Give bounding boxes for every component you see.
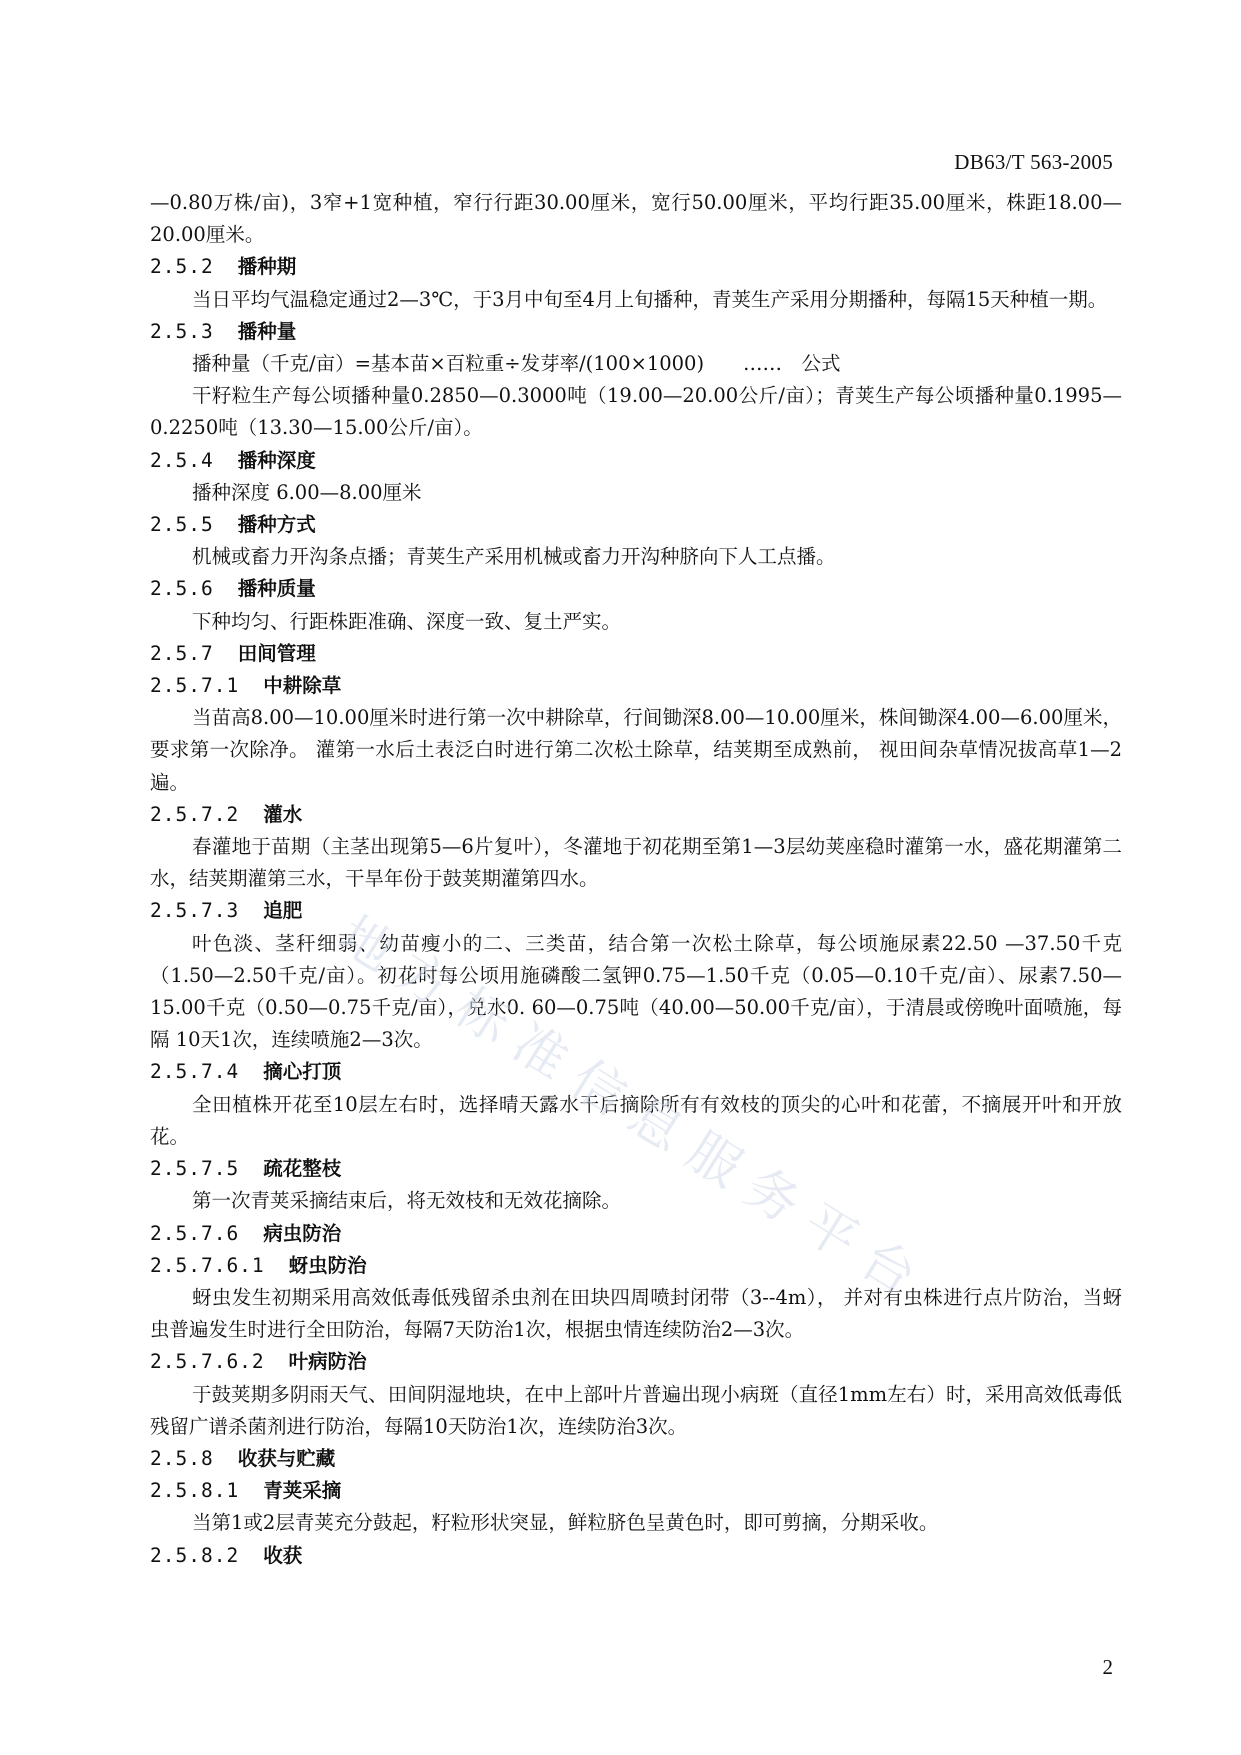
watermark-char: 息: [618, 1085, 695, 1164]
section-number: 2.5.7.4: [150, 1060, 240, 1084]
section-title: 收获与贮藏: [237, 1446, 336, 1470]
section-number: 2.5.8.1: [150, 1479, 240, 1503]
watermark-char: 信: [560, 1049, 637, 1128]
section-number: 2.5.7.6.1: [150, 1253, 265, 1277]
paragraph: 当日平均气温稳定通过2—3℃，于3月中旬至4月上旬播种，青荚生产采用分期播种，每隔15天种植一期。: [192, 287, 1108, 311]
paragraph: 下种均匀、行距株距准确、深度一致、复土严实。: [192, 609, 622, 633]
document-body: [150, 187, 1122, 1572]
paragraph: 叶色淡、茎秆细弱、幼苗瘦小的二、三类苗，结合第一次松土除草，每公顷施尿素22.50 —37.50千克（1.50—2.50千克/亩）。初花时每公顷用施磷酸二氢钾0.75—1.50千克（0.05—0.10千克/亩）、尿素7.50—15.00千克（0.50—0.75千克/亩），兑水0. 60—0.75吨（40.00—50.00千克/亩），于清晨或傍晚叶面喷施，每隔 10天1次，连续喷施2—3次。: [150, 931, 1122, 1052]
paragraph: 当第1或2层青荚充分鼓起，籽粒形状突显，鲜粒脐色呈黄色时，即可剪摘，分期采收。: [192, 1511, 939, 1535]
section-title: 收获: [263, 1543, 303, 1567]
section-heading: [150, 1443, 1122, 1475]
section-number: 2.5.3: [150, 319, 214, 343]
paragraph: 机械或畜力开沟条点播；青荚生产采用机械或畜力开沟种脐向下人工点播。: [192, 545, 836, 569]
section-heading: [150, 573, 1122, 605]
section-heading: [150, 1540, 1122, 1572]
section-number: 2.5.8.2: [150, 1543, 240, 1567]
section-number: 2.5.7.1: [150, 674, 240, 698]
section-heading: [150, 509, 1122, 541]
paragraph: 于鼓荚期多阴雨天气、田间阴湿地块，在中上部叶片普遍出现小病斑（直径1mm左右）时，采用高效低毒低残留广谱杀菌剂进行防治，每隔10天防治1次，连续防治3次。: [150, 1382, 1122, 1438]
section-title: 病虫防治: [263, 1221, 342, 1245]
watermark-char: 务: [734, 1157, 811, 1236]
paragraph: 春灌地于苗期（主茎出现第5—6片复叶），冬灌地于初花期至第1—3层幼荚座稳时灌第一水，盛花期灌第二水，结荚期灌第三水，干旱年份于鼓荚期灌第四水。: [150, 835, 1122, 891]
standard-code: DB63/T 563-2005: [954, 150, 1113, 174]
section-title: 播种量: [237, 319, 297, 343]
section-heading: [150, 1218, 1122, 1250]
section-number: 2.5.2: [150, 255, 214, 279]
section-number: 2.5.7.2: [150, 802, 240, 826]
paragraph: 当苗高8.00—10.00厘米时进行第一次中耕除草，行间锄深8.00—10.00厘米，株间锄深4.00—6.00厘米，要求第一次除净。 灌第一水后土表泛白时进行第二次松土除草，结荚期至成熟前， 视田间杂草情况拔高草1—2遍。: [150, 706, 1122, 794]
section-title: 播种期: [237, 255, 297, 279]
section-number: 2.5.7.6.2: [150, 1350, 265, 1374]
section-title: 灌水: [263, 802, 303, 826]
watermark-char: 方: [386, 941, 463, 1020]
section-heading: [150, 1346, 1122, 1378]
section-number: 2.5.7.5: [150, 1157, 240, 1181]
watermark-char: 平: [792, 1193, 869, 1272]
section-heading: [150, 445, 1122, 477]
section-heading: [150, 895, 1122, 927]
section-title: 田间管理: [237, 641, 316, 665]
section-title: 中耕除草: [263, 674, 342, 698]
paragraph: —0.80万株/亩)，3窄+1宽种植，窄行行距30.00厘米，宽行50.00厘米，平均行距35.00厘米，株距18.00—20.00厘米。: [150, 191, 1122, 247]
paragraph: 播种深度 6.00—8.00厘米: [192, 480, 422, 504]
section-heading: [150, 251, 1122, 283]
section-title: 疏花整枝: [263, 1157, 342, 1181]
section-number: 2.5.7: [150, 641, 214, 665]
watermark-char: 准: [502, 1013, 579, 1092]
watermark-char: 台: [850, 1229, 927, 1308]
watermark-char: 地: [328, 905, 405, 984]
section-number: 2.5.6: [150, 577, 214, 601]
section-title: 摘心打顶: [263, 1060, 342, 1084]
section-title: 追肥: [263, 899, 303, 923]
watermark-char: 标: [444, 977, 521, 1056]
section-heading: [150, 1475, 1122, 1507]
watermark-char: 服: [676, 1121, 753, 1200]
page-number: 2: [1102, 1655, 1113, 1679]
section-heading: [150, 316, 1122, 348]
section-heading: [150, 1153, 1122, 1185]
section-heading: [150, 799, 1122, 831]
section-title: 叶病防治: [288, 1350, 367, 1374]
section-heading: [150, 1056, 1122, 1088]
section-title: 播种质量: [237, 577, 316, 601]
section-heading: [150, 670, 1122, 702]
section-number: 2.5.7.3: [150, 899, 240, 923]
section-number: 2.5.7.6: [150, 1221, 240, 1245]
section-heading: [150, 1250, 1122, 1282]
paragraph: 蚜虫发生初期采用高效低毒低残留杀虫剂在田块四周喷封闭带（3--4m）， 并对有虫株进行点片防治，当蚜虫普遍发生时进行全田防治，每隔7天防治1次，根据虫情连续防治2—3次。: [150, 1285, 1122, 1342]
section-title: 青荚采摘: [263, 1479, 342, 1503]
section-heading: [150, 638, 1122, 670]
section-number: 2.5.5: [150, 513, 214, 537]
section-number: 2.5.4: [150, 448, 214, 472]
section-title: 播种方式: [237, 513, 316, 537]
paragraph: 全田植株开花至10层左右时，选择晴天露水干后摘除所有有效枝的顶尖的心叶和花蕾，不摘展开叶和开放花。: [150, 1092, 1122, 1148]
formula-line: 播种量（千克/亩）=基本苗×百粒重÷发芽率/(100×1000) …… 公式: [192, 352, 841, 376]
paragraph: 第一次青荚采摘结束后，将无效枝和无效花摘除。: [192, 1189, 622, 1213]
section-number: 2.5.8: [150, 1446, 214, 1470]
section-title: 蚜虫防治: [288, 1253, 367, 1277]
paragraph: 干籽粒生产每公顷播种量0.2850—0.3000吨（19.00—20.00公斤/亩）；青荚生产每公顷播种量0.1995—0.2250吨（13.30—15.00公斤/亩）。: [150, 384, 1122, 440]
section-title: 播种深度: [237, 448, 316, 472]
